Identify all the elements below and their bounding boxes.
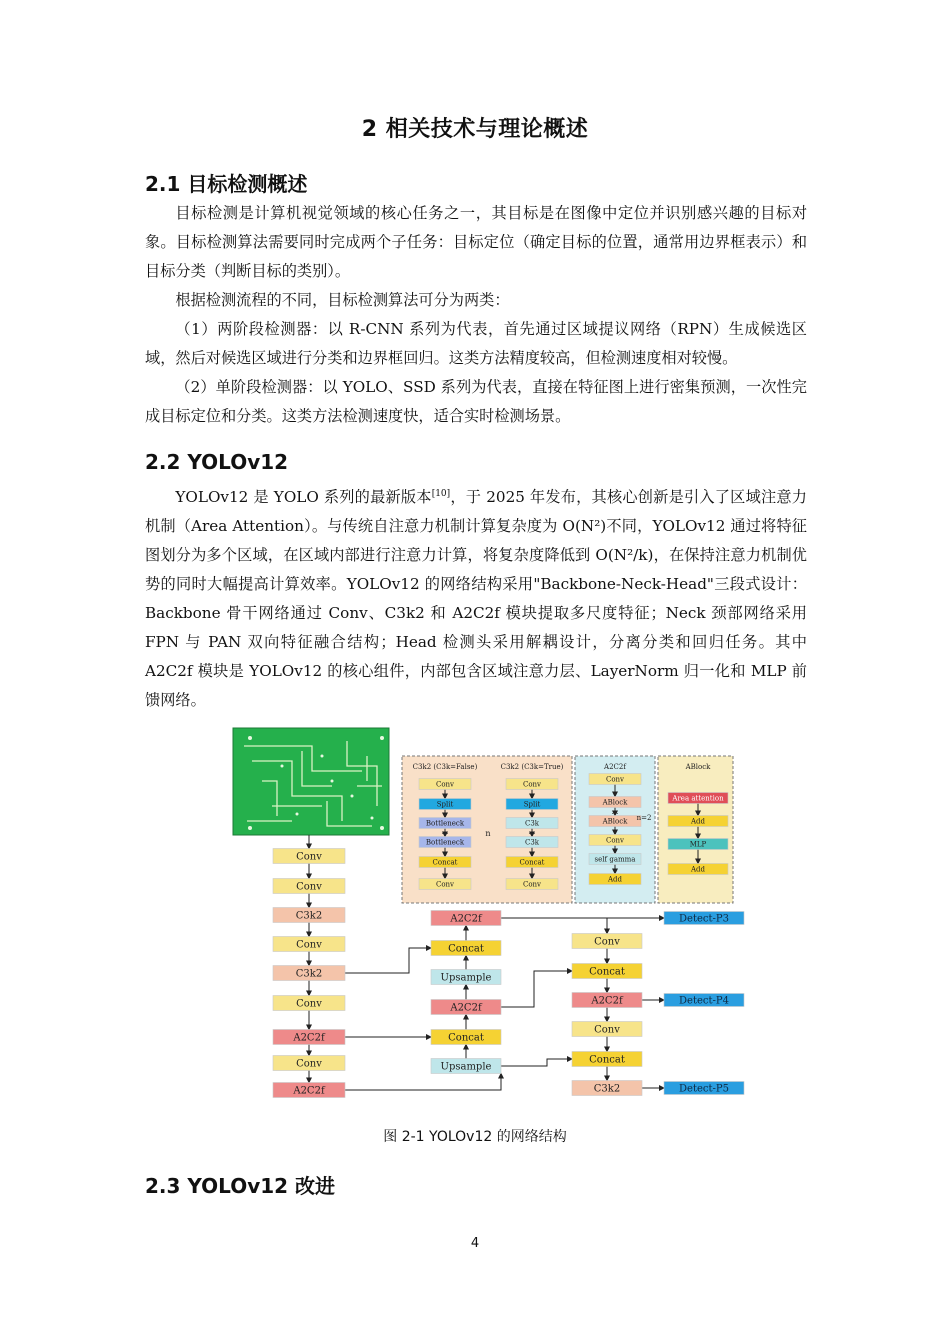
neck-upsample-block-label: Upsample — [440, 972, 492, 984]
edge-neck-to-pan-concat — [501, 971, 572, 1007]
chapter-title: 2 相关技术与理论概述 — [361, 117, 589, 142]
backbone-c3k2-block-label: C3k2 — [295, 910, 323, 922]
ablock-title: ABlock — [685, 763, 711, 771]
paragraph: 目标检测是计算机视觉领域的核心任务之一，其目标是在图像中定位并识别感兴趣的目标对象。目标检测算法需要同时完成两个子任务：目标定位（确定目标的位置，通常用边界框表示）和目标分类（判断目标的类别）。 — [145, 204, 807, 280]
edge-neck-to-pan-concat — [501, 1059, 572, 1066]
pan-a2c2f-block-label: A2C2f — [591, 995, 623, 1007]
backbone-a2c2f-block-label: A2C2f — [293, 1085, 325, 1097]
c3k2-true-conv-block-label: Conv — [522, 780, 542, 789]
backbone-conv-block — [273, 996, 345, 1011]
detect-head-5 — [664, 1082, 744, 1095]
section-2-2-title: 2.2 YOLOv12 — [145, 450, 289, 474]
pan-a2c2f-block — [572, 993, 642, 1008]
c3k2-true-concat-block-label: Concat — [519, 858, 545, 867]
c3k2-false-concat-block — [419, 857, 471, 868]
c3k2-true-conv-block — [506, 779, 558, 790]
c3k2-false-ellipsis: ... — [441, 828, 449, 836]
neck-concat-block — [431, 941, 501, 956]
detect-head-3-label: Detect-P3 — [679, 913, 729, 925]
neck-upsample-block-label: Upsample — [440, 1061, 492, 1073]
c3k2-false-conv-block — [419, 879, 471, 890]
ablock-add-block-label: Add — [690, 865, 706, 874]
c3k2-true-c3k-block — [506, 818, 558, 829]
c3k2-true-title: C3k2 (C3k=True) — [500, 763, 564, 771]
a2c2f-detail-self-gamma-block — [589, 854, 641, 865]
pan-concat-block-label: Concat — [589, 966, 625, 978]
a2c2f-detail-conv-block-label: Conv — [605, 775, 625, 784]
detect-head-3 — [664, 912, 744, 925]
a2c2f-detail-ellipsis: ... — [611, 808, 619, 816]
backbone-conv-block — [273, 849, 345, 864]
detect-head-4 — [664, 994, 744, 1007]
backbone-conv-block-label: Conv — [296, 939, 322, 951]
architecture-diagram — [232, 726, 792, 1106]
edge-backbone-to-upsample — [345, 1074, 501, 1091]
a2c2f-detail-ablock-block — [589, 797, 641, 808]
section-2-1-body — [145, 199, 807, 431]
c3k2-true-concat-block — [506, 857, 558, 868]
a2c2f-detail-title: A2C2f — [604, 763, 626, 771]
c3k2-true-split-block — [506, 799, 558, 810]
c3k2-false-split-block-label: Split — [436, 800, 454, 809]
neck-a2c2f-block — [431, 911, 501, 926]
c3k2-false-bottleneck-block — [419, 837, 471, 848]
pan-conv-block-label: Conv — [594, 1024, 620, 1036]
paragraph-text: YOLOv12 是 YOLO 系列的最新版本 — [175, 488, 432, 507]
backbone-conv-block-label: Conv — [296, 998, 322, 1010]
neck-a2c2f-block — [431, 1000, 501, 1015]
page-number: 4 — [470, 1236, 480, 1251]
c3k2-true-c3k-block-label: C3k — [524, 819, 540, 828]
pan-concat-block-label: Concat — [589, 1054, 625, 1066]
edge-neck-to-pan — [501, 918, 607, 934]
backbone-conv-block — [273, 879, 345, 894]
c3k2-true-ellipsis: ... — [528, 828, 536, 836]
neck-concat-block-label: Concat — [448, 1032, 484, 1044]
figure-caption: 图 2-1 YOLOv12 的网络结构 — [383, 1129, 567, 1145]
a2c2f-detail-self-gamma-block-label: self gamma — [594, 855, 636, 864]
backbone-conv-block-label: Conv — [296, 1058, 322, 1070]
pan-conv-block-label: Conv — [594, 936, 620, 948]
pan-conv-block — [572, 1022, 642, 1037]
input-pcb-image — [233, 728, 389, 835]
a2c2f-detail-conv-block — [589, 835, 641, 846]
pan-concat-block — [572, 964, 642, 979]
a2c2f-repeat-label: n=2 — [636, 814, 652, 822]
neck-upsample-block — [431, 970, 501, 985]
ablock-mlp-block — [668, 839, 728, 850]
paragraph: 根据检测流程的不同，目标检测算法可分为两类： — [175, 291, 510, 309]
c3k2-repeat-label: n — [485, 829, 491, 838]
edge-backbone-to-concat — [345, 948, 431, 973]
backbone-conv-block-label: Conv — [296, 881, 322, 893]
detect-head-5-label: Detect-P5 — [679, 1083, 729, 1095]
backbone-conv-block — [273, 937, 345, 952]
neck-a2c2f-block-label: A2C2f — [450, 1002, 482, 1014]
pan-concat-block — [572, 1052, 642, 1067]
backbone-c3k2-block-label: C3k2 — [295, 968, 323, 980]
neck-concat-block — [431, 1030, 501, 1045]
section-2-2-body — [145, 480, 807, 715]
paragraph-text: ，于 2025 年发布，其核心创新是引入了区域注意力机制（Area Attention）。与传统自注意力机制计算复杂度为 O(N²)不同，YOLOv12 通过将特征图划分为多个区域，在区域内部进行注意力计算，将复杂度降低到 O(N²/k)，在保持注意力机制优势的同时大幅提高计算效率。YOLOv12 的网络结构采用"Backbone-Neck-Head"三段式设计：Backbone 骨干网络通过 Conv、C3k2 和 A2C2f 模块提取多尺度特征；Neck 颈部网络采用 FPN 与 PAN 双向特征融合结构；Head 检测头采用解耦设计，分离分类和回归任务。其中 A2C2f 模块是 YOLOv12 的核心组件，内部包含区域注意力层、LayerNorm 归一化和 MLP 前馈网络。 — [145, 488, 807, 710]
neck-a2c2f-block-label: A2C2f — [450, 913, 482, 925]
a2c2f-detail-add-block-label: Add — [607, 875, 623, 884]
a2c2f-detail-ablock-block-label: ABlock — [602, 817, 628, 826]
c3k2-true-c3k-block-label: C3k — [524, 838, 540, 847]
c3k2-false-conv-block-label: Conv — [435, 780, 455, 789]
detect-head-4-label: Detect-P4 — [679, 995, 729, 1007]
ablock-add-block-label: Add — [690, 817, 706, 826]
c3k2-false-conv-block — [419, 779, 471, 790]
ablock-add-block — [668, 864, 728, 875]
section-2-3-title: 2.3 YOLOv12 改进 — [145, 1174, 336, 1198]
backbone-a2c2f-block — [273, 1030, 345, 1045]
backbone-conv-block-label: Conv — [296, 851, 322, 863]
ablock-panel — [658, 756, 733, 903]
c3k2-false-bottleneck-block-label: Bottleneck — [425, 819, 465, 828]
neck-concat-block-label: Concat — [448, 943, 484, 955]
pan-c3k2-block-label: C3k2 — [593, 1083, 621, 1095]
a2c2f-detail-conv-block-label: Conv — [605, 836, 625, 845]
paragraph — [145, 480, 807, 715]
paragraph: （1）两阶段检测器：以 R-CNN 系列为代表，首先通过区域提议网络（RPN）生成候选区域，然后对候选区域进行分类和边界框回归。这类方法精度较高，但检测速度相对较慢。 — [145, 320, 807, 367]
c3k2-true-c3k-block — [506, 837, 558, 848]
backbone-c3k2-block — [273, 966, 345, 981]
ablock-mlp-block-label: MLP — [689, 840, 707, 849]
c3k2-false-concat-block-label: Concat — [432, 858, 458, 867]
c3k2-false-conv-block-label: Conv — [435, 880, 455, 889]
c3k2-true-split-block-label: Split — [523, 800, 541, 809]
a2c2f-detail-conv-block — [589, 774, 641, 785]
paragraph: （2）单阶段检测器：以 YOLO、SSD 系列为代表，直接在特征图上进行密集预测，一次性完成目标定位和分类。这类方法检测速度快，适合实时检测场景。 — [145, 378, 807, 425]
c3k2-false-title: C3k2 (C3k=False) — [412, 763, 478, 771]
backbone-a2c2f-block-label: A2C2f — [293, 1032, 325, 1044]
pan-c3k2-block — [572, 1081, 642, 1096]
c3k2-false-bottleneck-block — [419, 818, 471, 829]
c3k2-true-conv-block-label: Conv — [522, 880, 542, 889]
ablock-area-attention-block — [668, 793, 728, 804]
c3k2-true-conv-block — [506, 879, 558, 890]
a2c2f-detail-ablock-block-label: ABlock — [602, 798, 628, 807]
citation-ref[interactable]: [10] — [431, 489, 451, 499]
ablock-add-block — [668, 816, 728, 827]
a2c2f-detail-add-block — [589, 874, 641, 885]
backbone-c3k2-block — [273, 908, 345, 923]
ablock-area-attention-block-label: Area attention — [672, 794, 724, 803]
section-2-1-title: 2.1 目标检测概述 — [145, 172, 308, 196]
pan-conv-block — [572, 934, 642, 949]
c3k2-false-bottleneck-block-label: Bottleneck — [425, 838, 465, 847]
neck-upsample-block — [431, 1059, 501, 1074]
backbone-conv-block — [273, 1056, 345, 1071]
a2c2f-detail-ablock-block — [589, 816, 641, 827]
c3k2-false-split-block — [419, 799, 471, 810]
yolov12-architecture-figure — [232, 726, 792, 1111]
backbone-a2c2f-block — [273, 1083, 345, 1098]
